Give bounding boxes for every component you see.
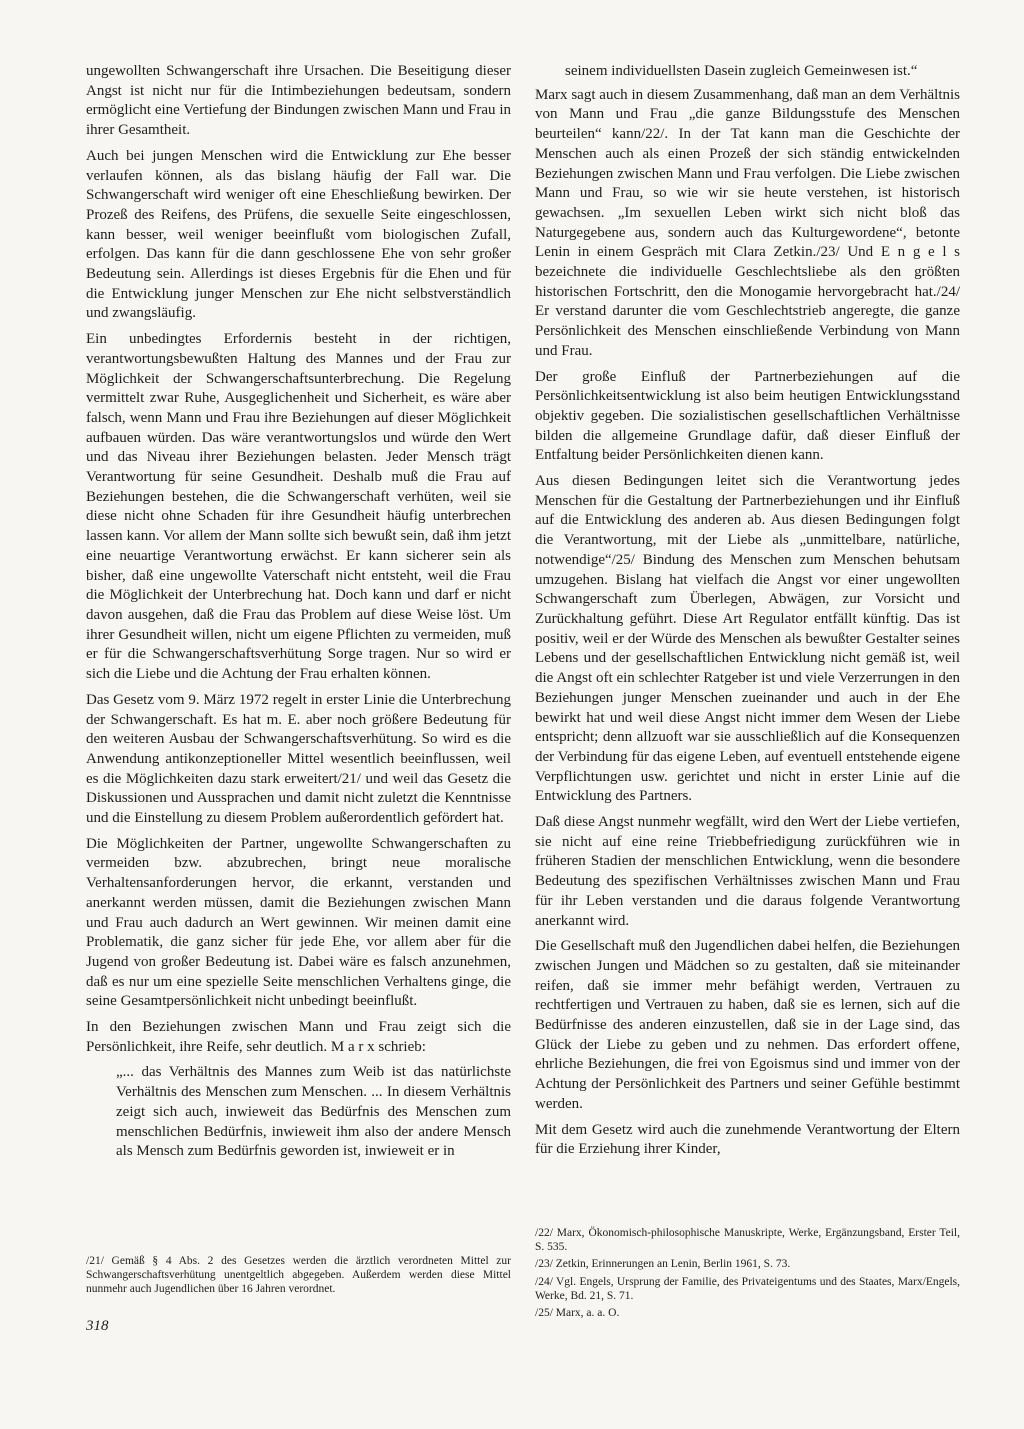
paragraph: ungewollten Schwangerschaft ihre Ursachen. Die Beseitigung dieser Angst ist nicht nur für die Intimbeziehungen bedeutsam, sondern ermöglicht eine Vertiefung der Bindungen zwischen Mann und Frau in ihrer Gesamtheit. <box>86 63 511 139</box>
footnotes-right <box>535 1226 960 1323</box>
footnote: /22/ Marx, Ökonomisch-philosophische Manuskripte, Werke, Ergänzungsband, Erster Teil, S. 535. <box>535 1227 960 1254</box>
footnote: /25/ Marx, a. a. O. <box>535 1307 620 1320</box>
paragraph: Aus diesen Bedingungen leitet sich die Verantwortung jedes Menschen für die Gestaltung der Partnerbeziehungen und ihr Einfluß auf die Entwicklung des anderen ab. Aus diesen Bedingungen folgt die Verantwortung, mit der Liebe als „unmittelbare, natürliche, notwendige“/25/ Bindung des Menschen zum Menschen behutsam umzugehen. Bislang hat vielfach die Angst vor einer ungewollten Schwangerschaft zum Überlegen, Abwägen, zur Vorsicht und Zurückhaltung geführt. Diese Art Regulator entfällt künftig. Das ist positiv, weil er der Würde des Menschen als bewußter Gestalter seines Lebens und der gesellschaftlichen Entwicklung nicht gemäß ist, weil die Angst oft ein schlechter Ratgeber ist und viele Verzerrungen in den Beziehungen junger Menschen zueinander und auch in der Ehe bewirkt hat und weil diese Angst nicht immer dem Wesen der Liebe entspricht; denn allzuoft war sie ausschließlich auf die Konsequenzen der Verbindung für das eigene Leben, auf eventuell entstehende eigene Verpflichtungen usw. gerichtet und nicht in erster Linie auf die Entwicklung des Partners. <box>535 473 960 805</box>
footnote: /24/ Vgl. Engels, Ursprung der Familie, des Privateigentums und des Staates, Marx/Engels, Werke, Bd. 21, S. 71. <box>535 1275 960 1302</box>
page-number: 318 <box>86 1318 109 1334</box>
footnote: /21/ Gemäß § 4 Abs. 2 des Gesetzes werden die ärztlich verordneten Mittel zur Schwangerschaftsverhütung unentgeltlich abgegeben. Außerdem werden diese Mittel nunmehr auch Jugendlichen über 16 Jahren verordnet. <box>86 1255 511 1296</box>
paragraph: Auch bei jungen Menschen wird die Entwicklung zur Ehe besser verlaufen können, als das bislang häufig der Fall war. Die Schwangerschaft wird weniger oft eine Eheschließung bewirken. Der Prozeß des Reifens, des Prüfens, die sexuelle Seite eingeschlossen, kann besser, weil weniger beeinflußt vom biologischen Zufall, erfolgen. Das kann für die dann geschlossene Ehe von sehr großer Bedeutung sein. Allerdings ist dieses Ergebnis für die Ehen und für die Entwicklung junger Menschen zur Ehe nicht selbstverständlich und zwangsläufig. <box>86 147 511 322</box>
paragraph: Daß diese Angst nunmehr wegfällt, wird den Wert der Liebe vertiefen, sie nicht auf eine reine Triebbefriedigung zurückführen wie in früheren Stadien der menschlichen Entwicklung, wenn die besondere Bedeutung des spezifischen Verhältnisses zwischen Mann und Frau für ihr Leben verstanden und die daraus folgende Verantwortung anerkannt wird. <box>535 814 960 929</box>
paragraph: Marx sagt auch in diesem Zusammenhang, daß man an dem Verhältnis von Mann und Frau „die ganze Bildungsstufe des Menschen beurteilen“ kann/22/. In der Tat kann man die Geschichte der Menschen auch als einen Prozeß der sich ständig entwickelnden Beziehungen zwischen Mann und Frau verfolgen. Die Liebe zwischen Mann und Frau, so wie wir sie heute verstehen, ist historisch gewachsen. „Im sexuellen Leben wirkt sich nicht bloß das Naturgegebene aus, sondern auch das Kulturgewordene“, betonte Lenin in einem Gespräch mit Clara Zetkin./23/ Und E n g e l s bezeichnete die individuelle Geschlechtsliebe als den größten historischen Fortschritt, den die Monogamie hervorgebracht hat./24/ Er verstand darunter die vom Geschlechtstrieb angeregte, die ganze Persönlichkeit des Menschen einschließende Verbindung von Mann und Frau. <box>535 86 960 359</box>
paragraph: Der große Einfluß der Partnerbeziehungen auf die Persönlichkeitsentwicklung ist also beim heutigen Entwicklungsstand objektiv gegeben. Die sozialistischen gesellschaftlichen Verhältnisse bilden die allgemeine Grundlage dafür, daß dieser Einfluß der Entfaltung beider Persönlichkeiten dienen kann. <box>535 368 960 464</box>
marx-quote-continued <box>565 62 960 82</box>
quote-text: seinem individuellsten Dasein zugleich Gemeinwesen ist.“ <box>565 63 918 79</box>
paragraph: In den Beziehungen zwischen Mann und Frau zeigt sich die Persönlichkeit, ihre Reife, sehr deutlich. M a r x schrieb: <box>86 1019 511 1055</box>
right-column <box>535 62 960 1166</box>
left-column <box>86 62 511 1166</box>
footnotes-left <box>86 1254 511 1300</box>
quote-text: „... das Verhältnis des Mannes zum Weib ist das natürlichste Verhältnis des Menschen zum Menschen. ... In diesem Verhältnis zeigt sich auch, inwieweit das Bedürfnis des Menschen zum menschlichen Bedürfnis, inwieweit ihm also der andere Mensch als Mensch zum Bedürfnis geworden ist, inwieweit er in <box>116 1064 511 1160</box>
footnote: /23/ Zetkin, Erinnerungen an Lenin, Berlin 1961, S. 73. <box>535 1258 791 1271</box>
paragraph: Die Möglichkeiten der Partner, ungewollte Schwangerschaften zu vermeiden bzw. abzubrechen, bringt neue moralische Verhaltensanforderungen hervor, die erkannt, verstanden und anerkannt werden müssen, damit die Beziehungen zwischen Mann und Frau auch dadurch an Wert gewinnen. Wir meinen damit eine Problematik, die ganz sicher für jede Ehe, vor allem aber für die Jugend von großer Bedeutung ist. Dabei wäre es falsch anzunehmen, daß es nur um eine spezielle Seite menschlichen Verhaltens ginge, die seine Gesamtpersönlichkeit nicht unbedingt beeinflußt. <box>86 835 511 1010</box>
paragraph: Das Gesetz vom 9. März 1972 regelt in erster Linie die Unterbrechung der Schwangerschaft. Es hat m. E. aber noch größere Bedeutung für den weiteren Ausbau der Schwangerschaftsverhütung. So wird es die Anwendung antikonzeptioneller Mittel wesentlich beeinflussen, weil es die Möglichkeiten dazu stark erweitert/21/ und weil das Gesetz die Diskussionen und Aussprachen und damit nicht zuletzt die Kenntnisse und die Einstellung zu diesem Problem außerordentlich gefördert hat. <box>86 691 511 827</box>
paragraph: Mit dem Gesetz wird auch die zunehmende Verantwortung der Eltern für die Erziehung ihrer Kinder, <box>535 1121 960 1158</box>
paragraph: Die Gesellschaft muß den Jugendlichen dabei helfen, die Beziehungen zwischen Jungen und Mädchen so zu gestalten, daß sie miteinander reifen, daß sie immer mehr befähigt werden, Vertrauen zu rechtfertigen und Vertrauen zu haben, daß sie es lernen, sich auf die Bedürfnisse des anderen einzustellen, daß sie in der Lage sind, das Glück der Liebe zu geben und zu nehmen. Das erfordert offene, ehrliche Beziehungen, die frei von Egoismus sind und immer von der Achtung der Persönlichkeit des Partners und seiner Gefühle bestimmt werden. <box>535 938 960 1112</box>
paragraph: Ein unbedingtes Erfordernis besteht in der richtigen, verantwortungsbewußten Haltung des Mannes und der Frau zur Möglichkeit der Schwangerschaftsunterbrechung. Die Regelung vermittelt zwar Ruhe, Ausgeglichenheit und Sicherheit, es wäre aber falsch, wenn Mann und Frau ihre Beziehungen auf dieser Möglichkeit aufbauen würden. Das wäre verantwortungslos und würde den Wert und das Niveau ihrer Beziehungen belasten. Jeder Mensch trägt Verantwortung für seine Gesundheit. Deshalb muß die Frau auf Beziehungen bestehen, die die Schwangerschaft verhüten, weil sie diese nicht ohne Schaden für ihre Gesundheit häufig unterbrechen lassen kann. Vor allem der Mann sollte sich bewußt sein, daß ihm jetzt eine neuartige Verantwortung erwächst. Er kann sicherer sein als bisher, daß eine ungewollte Vaterschaft nicht entsteht, weil die Frau die Möglichkeit der Unterbrechung hat. Doch kann und darf er nicht davon ausgehen, daß die Frau das Problem auf diese Weise löst. Um ihrer Gesundheit willen, nicht um eigene Pflichten zu vermeiden, muß er für die Schwangerschaftsverhütung Sorge tragen. Nur so wird er sich die Liebe und die Achtung der Frau erhalten können. <box>86 331 511 683</box>
marx-quote <box>116 1063 511 1162</box>
